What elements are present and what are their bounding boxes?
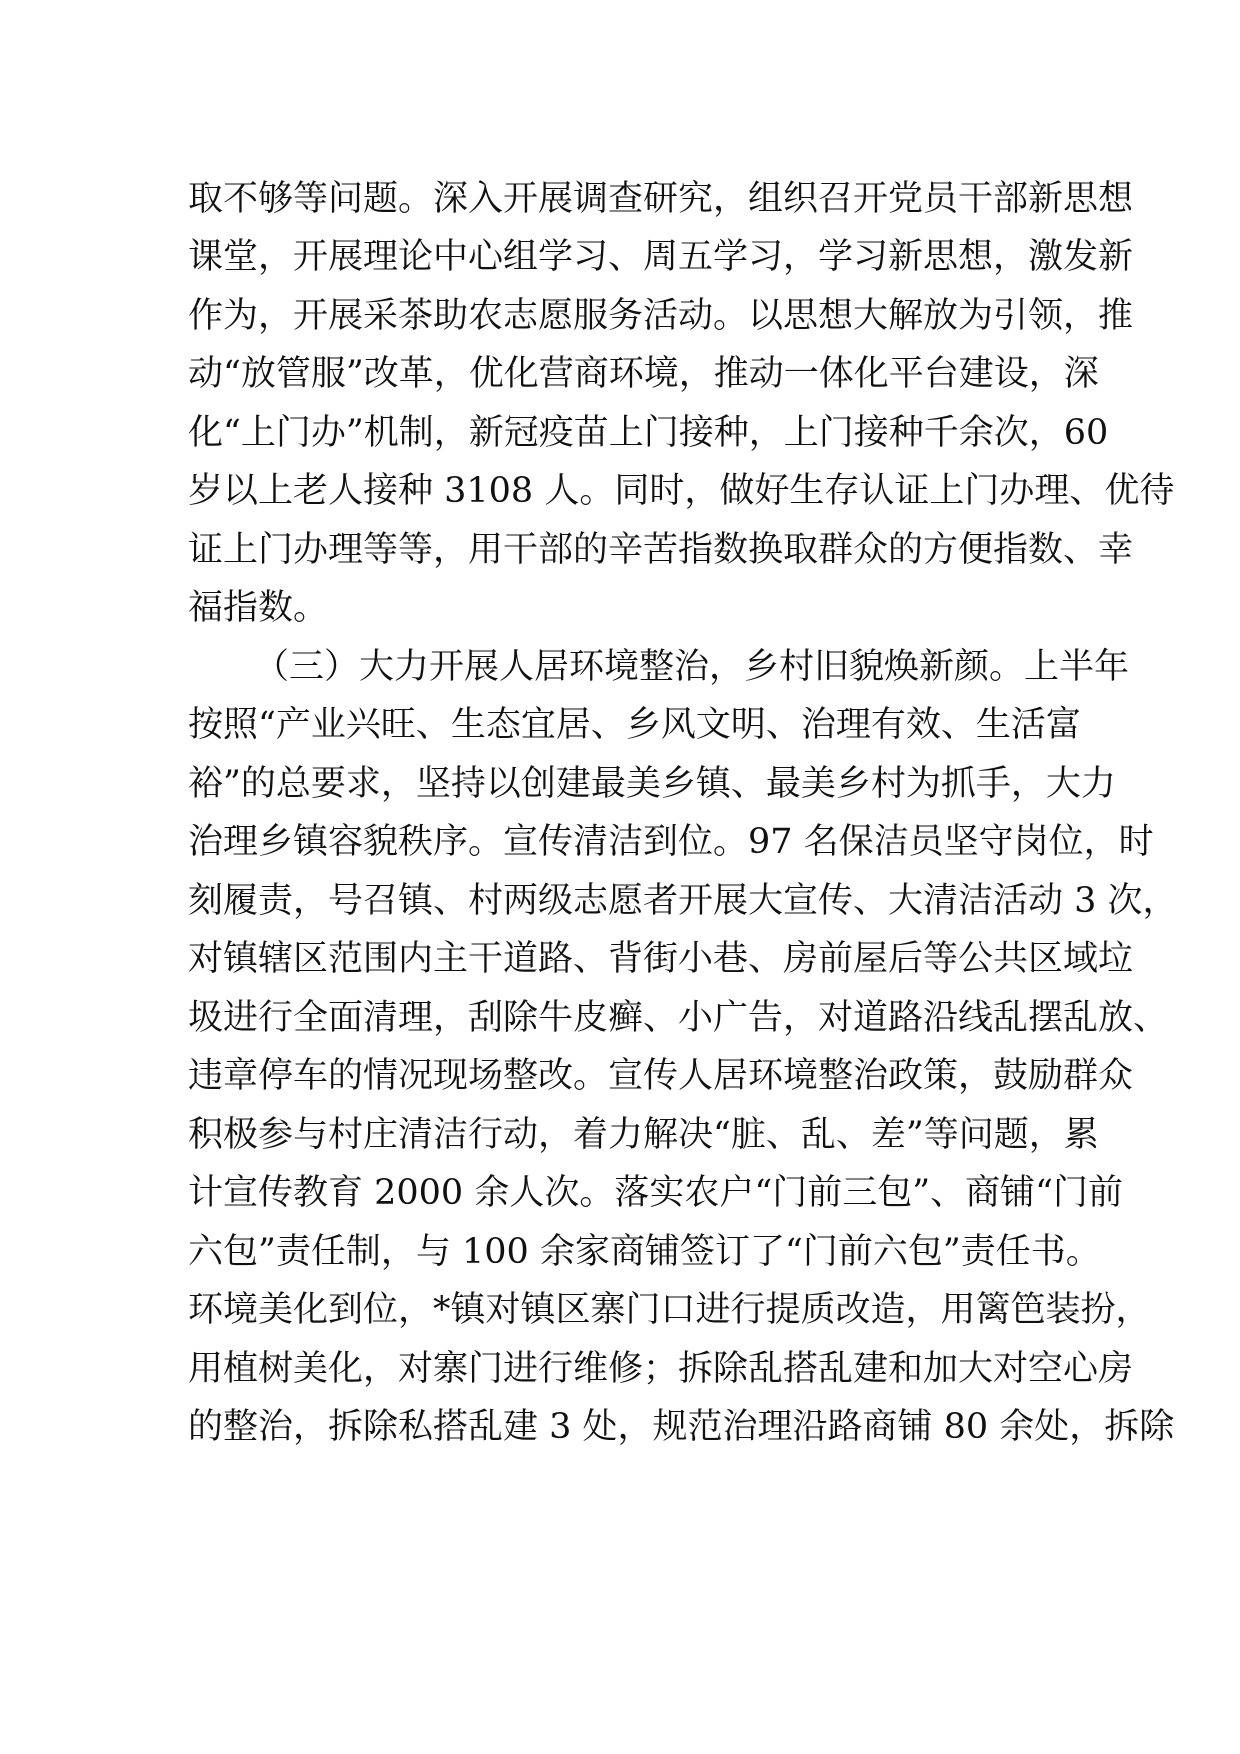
text-line: 对镇辖区范围内主干道路、背街小巷、房前屋后等公共区域垃 xyxy=(188,939,1134,979)
text-line: 课堂，开展理论中心组学习、周五学习，学习新思想，激发新 xyxy=(188,237,1134,277)
text-line: 福指数。 xyxy=(188,588,329,628)
text-line: 按照“产业兴旺、生态宜居、乡风文明、治理有效、生活富 xyxy=(188,705,1081,745)
section-heading-line: （三）大力开展人居环境整治，乡村旧貌焕新颜。上半年 xyxy=(254,647,1130,687)
text-line: 圾进行全面清理，刮除牛皮癣、小广告，对道路沿线乱摆乱放、 xyxy=(188,998,1169,1038)
text-line: 化“上门办”机制，新冠疫苗上门接种，上门接种千余次，60 xyxy=(188,413,1109,453)
text-line: 取不够等问题。深入开展调查研究，组织召开党员干部新思想 xyxy=(188,179,1134,219)
text-line: 积极参与村庄清洁行动，着力解决“脏、乱、差”等问题，累 xyxy=(188,1115,1099,1155)
text-line: 刻履责，号召镇、村两级志愿者开展大宣传、大清洁活动 3 次， xyxy=(188,881,1178,921)
text-line: 作为，开展采茶助农志愿服务活动。以思想大解放为引领，推 xyxy=(188,296,1134,336)
text-line: 用植树美化，对寨门进行维修；拆除乱搭乱建和加大对空心房 xyxy=(188,1349,1134,1389)
text-line: 环境美化到位，*镇对镇区寨门口进行提质改造，用篱笆装扮， xyxy=(188,1290,1151,1330)
text-line: 动“放管服”改革，优化营商环境，推动一体化平台建设，深 xyxy=(188,354,1099,394)
text-line: 计宣传教育 2000 余人次。落实农户“门前三包”、商铺“门前 xyxy=(188,1173,1124,1213)
text-line: 裕”的总要求，坚持以创建最美乡镇、最美乡村为抓手，大力 xyxy=(188,764,1116,804)
text-line: 治理乡镇容貌秩序。宣传清洁到位。97 名保洁员坚守岗位，时 xyxy=(188,822,1154,862)
text-line: 违章停车的情况现场整改。宣传人居环境整治政策，鼓励群众 xyxy=(188,1056,1134,1096)
text-line: 六包”责任制，与 100 余家商铺签订了“门前六包”责任书。 xyxy=(188,1232,1101,1272)
text-line: 岁以上老人接种 3108 人。同时，做好生存认证上门办理、优待 xyxy=(188,471,1175,511)
text-line: 的整治，拆除私搭乱建 3 处，规范治理沿路商铺 80 余处，拆除 xyxy=(188,1407,1175,1447)
text-line: 证上门办理等等，用干部的辛苦指数换取群众的方便指数、幸 xyxy=(188,530,1134,570)
